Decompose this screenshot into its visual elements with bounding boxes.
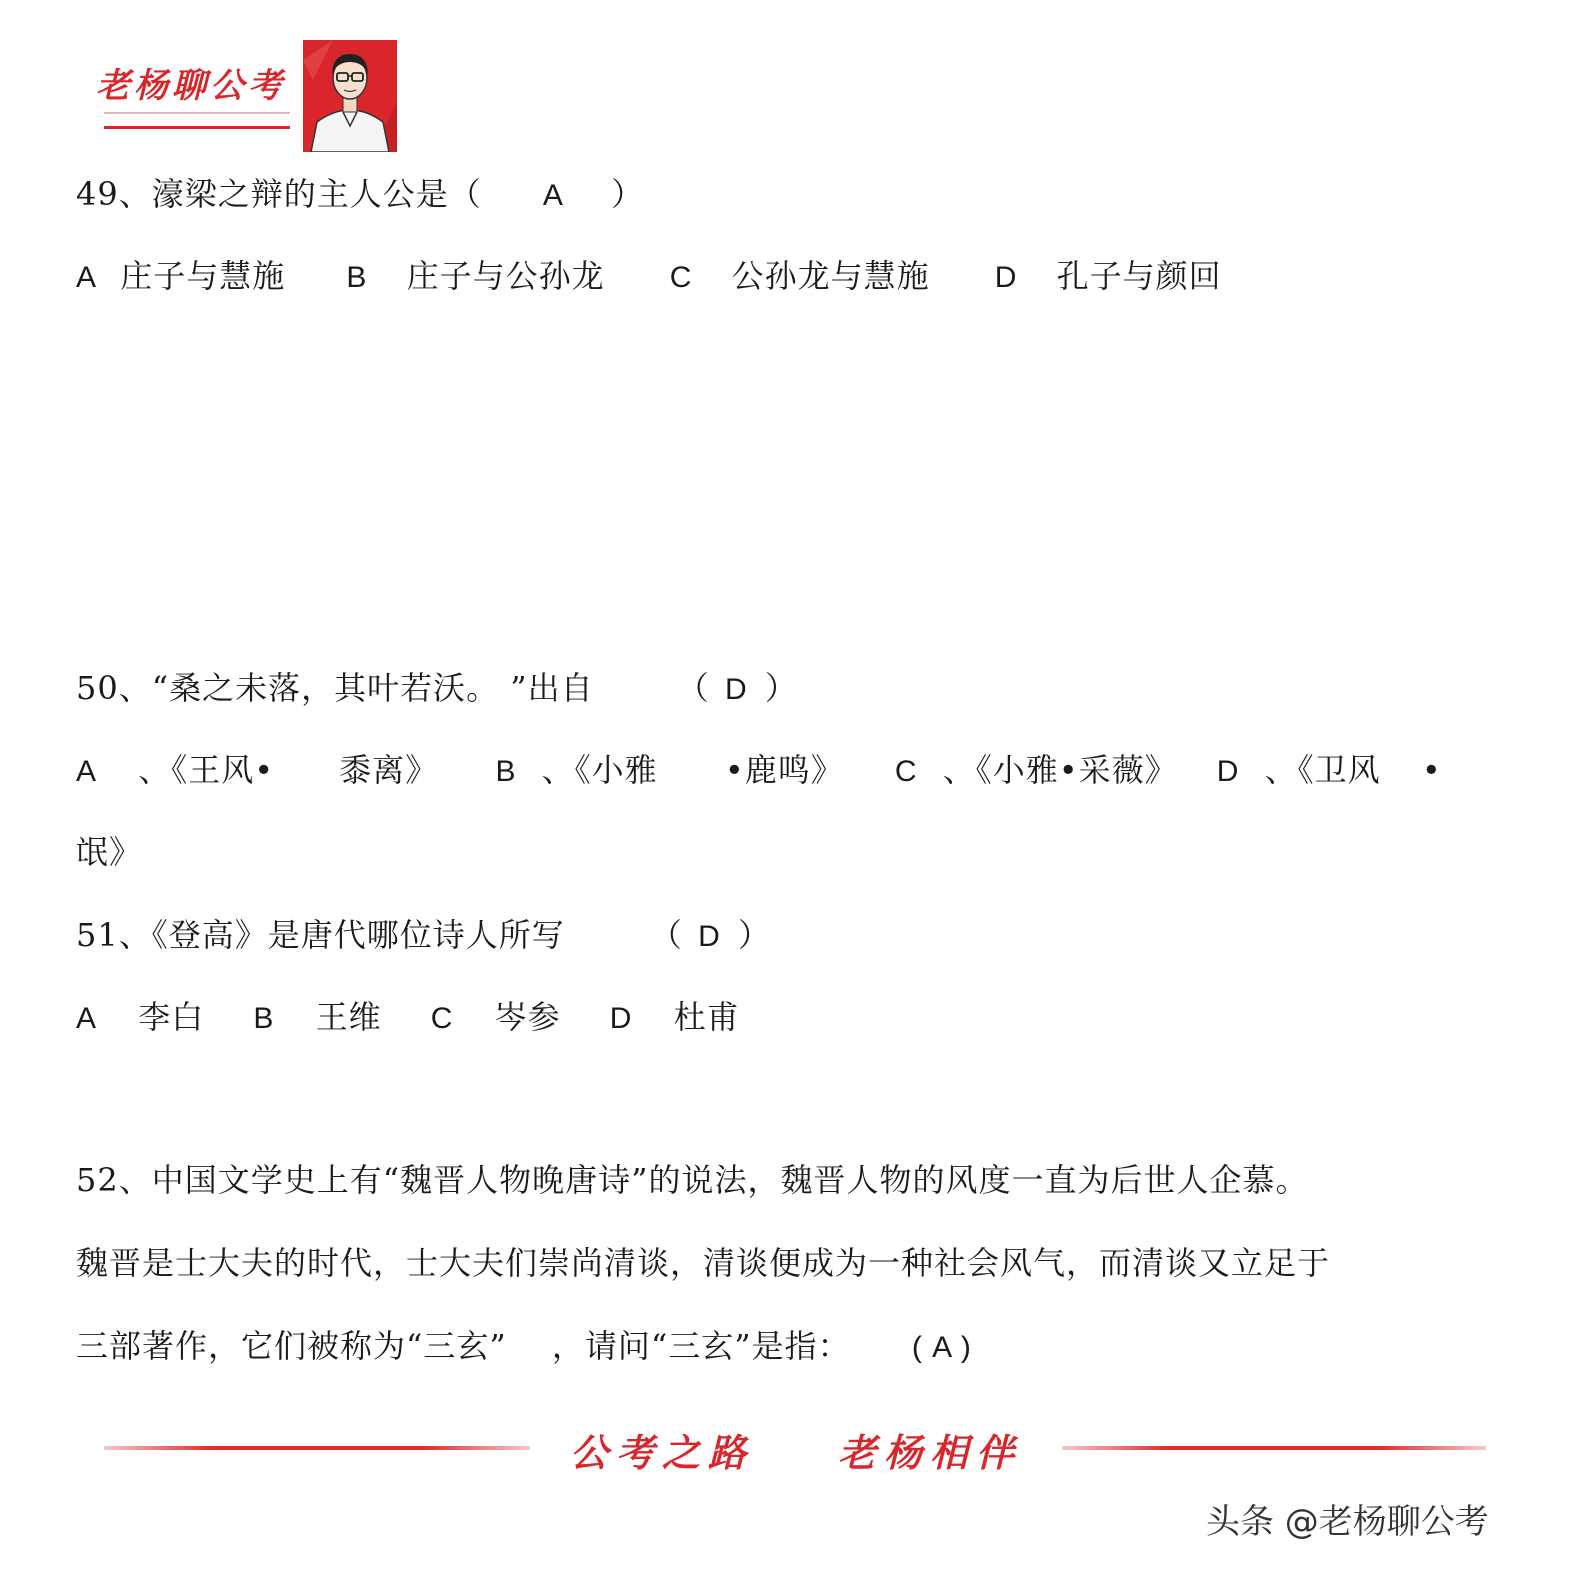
q50-option-b-text: 、《小雅: [541, 751, 658, 789]
q50-option-d-dot: •: [1421, 751, 1442, 789]
q50-option-b-letter: B: [495, 755, 517, 788]
q52-line-2: 魏晋是士大夫的时代，士大夫们崇尚清谈，清谈便成为一种社会风气，而清谈又立足于: [76, 1244, 1331, 1282]
q49-option-c-letter: C: [669, 261, 693, 294]
q51-option-d-text: 杜甫: [673, 998, 740, 1036]
q50-option-c-text: 、《小雅•采薇》: [942, 751, 1178, 789]
q49-stem-row: [76, 174, 644, 216]
q49-stem: 49、濠梁之辩的主人公是（: [76, 175, 482, 213]
q49-option-b-letter: B: [346, 261, 368, 294]
author-portrait-icon: [303, 40, 397, 152]
q50-option-a-text: 、《王风•: [138, 751, 275, 789]
q52-line-3: 三部著作，它们被称为“三玄”: [76, 1327, 507, 1365]
q51-option-b-letter: B: [253, 1002, 275, 1035]
q49-option-c-text: 公孙龙与慧施: [731, 257, 930, 295]
q51-open-paren: （: [649, 916, 683, 954]
q50-stem-row: [76, 668, 798, 710]
footer-divider-right: [1062, 1446, 1486, 1450]
q51-option-d-letter: D: [609, 1002, 633, 1035]
q52-line-3-row: [76, 1326, 972, 1368]
q50-option-c-letter: C: [894, 755, 918, 788]
brand-divider-light: [104, 112, 290, 114]
platform-watermark: 头条 @老杨聊公考: [1206, 1502, 1489, 1542]
q50-options-row-2: [76, 832, 142, 872]
q50-option-a-letter: A: [76, 755, 98, 788]
brand-divider-red: [104, 126, 290, 129]
q52-line-3b: ，请问“三玄”是指：: [551, 1327, 851, 1365]
q51-option-a-letter: A: [76, 1002, 98, 1035]
q50-option-b-text-cont: •鹿鸣》: [724, 751, 844, 789]
footer-divider-left: [104, 1446, 530, 1450]
q50-option-a-text-cont: 黍离》: [339, 751, 439, 789]
q51-close-paren: ）: [737, 916, 771, 954]
q49-close-paren: ）: [611, 175, 645, 213]
q51-option-b-text: 王维: [315, 998, 382, 1036]
q50-option-d-text: 、《卫风: [1264, 751, 1381, 789]
q51-options-row: [76, 997, 740, 1039]
q51-answer: D: [698, 920, 721, 953]
q51-option-a-text: 李白: [138, 998, 205, 1036]
q52-answer: ( A ): [911, 1331, 972, 1364]
q49-option-a-text: 庄子与慧施: [120, 257, 286, 295]
q49-answer: A: [542, 179, 564, 212]
q49-option-d-text: 孔子与颜回: [1056, 257, 1222, 295]
q50-stem: 50、“桑之未落，其叶若沃。 ”出自: [76, 669, 594, 707]
brand-logo-text: 老杨聊公考: [96, 66, 286, 106]
q51-stem: 51、《登高》是唐代哪位诗人所写: [76, 916, 565, 954]
q51-option-c-letter: C: [430, 1002, 454, 1035]
q50-open-paren: （: [676, 669, 710, 707]
footer-slogan-right: 老杨相伴: [838, 1431, 1023, 1475]
q49-option-a-letter: A: [76, 261, 98, 294]
footer-slogan-left: 公考之路: [570, 1431, 755, 1475]
q50-option-d-letter: D: [1216, 755, 1240, 788]
q50-option-d-text-cont: 氓》: [76, 833, 143, 871]
q50-answer: D: [724, 673, 748, 706]
q50-close-paren: ）: [764, 669, 798, 707]
q51-option-c-text: 岑参: [494, 998, 561, 1036]
q51-stem-row: [76, 915, 771, 957]
q49-options-row: [76, 256, 1222, 298]
q49-option-d-letter: D: [994, 261, 1018, 294]
q49-option-b-text: 庄子与公孙龙: [406, 257, 605, 295]
q50-options-row: [76, 750, 1442, 792]
q52-line-1: 52、中国文学史上有“魏晋人物晚唐诗”的说法，魏晋人物的风度一直为后世人企慕。: [76, 1161, 1309, 1199]
